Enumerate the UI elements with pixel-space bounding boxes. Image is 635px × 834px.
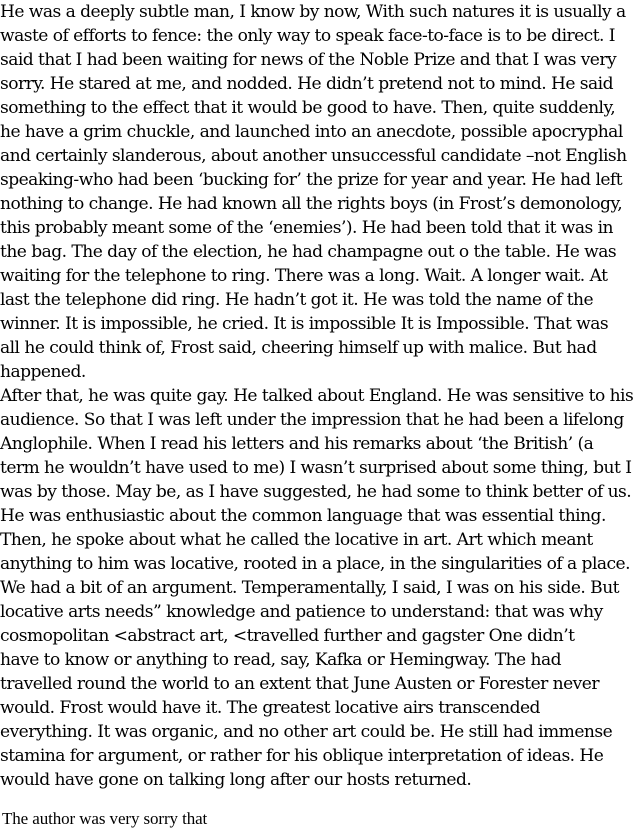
text-line: After that, he was quite gay. He talked about England. He was sensitive to his <box>0 386 634 406</box>
text-line: and certainly slanderous, about another unsuccessful candidate –not English <box>0 146 627 166</box>
text-line: sorry. He stared at me, and nodded. He didn’t pretend not to mind. He said <box>0 74 613 94</box>
text-line: this probably meant some of the ‘enemies’). He had been told that it was in <box>0 218 613 238</box>
text-line: nothing to change. He had known all the rights boys (in Frost’s demonology, <box>0 194 623 214</box>
text-line: Then, he spoke about what he called the locative in art. Art which meant <box>0 530 593 550</box>
text-line: He was enthusiastic about the common language that was essential thing. <box>0 506 606 526</box>
text-line: happened. <box>0 362 86 382</box>
text-line: waiting for the telephone to ring. There was a long. Wait. A longer wait. At <box>0 266 608 286</box>
text-line: Anglophile. When I read his letters and his remarks about ‘the British’ (a <box>0 434 594 454</box>
text-line: would have gone on talking long after our hosts returned. <box>0 770 472 790</box>
text-line: he have a grim chuckle, and launched into an anecdote, possible apocryphal <box>0 122 623 142</box>
text-line: something to the effect that it would be good to have. Then, quite suddenly, <box>0 98 616 118</box>
text-line: would. Frost would have it. The greatest locative airs transcended <box>0 698 540 718</box>
text-line: anything to him was locative, rooted in a place, in the singularities of a place. <box>0 554 630 574</box>
text-line: speaking-who had been ‘bucking for’ the prize for year and year. He had left <box>0 170 623 190</box>
text-line: cosmopolitan <abstract art, <travelled further and gagster One didn’t <box>0 626 575 646</box>
text-line: travelled round the world to an extent that June Austen or Forester never <box>0 674 599 694</box>
text-line: the bag. The day of the election, he had champagne out o the table. He was <box>0 242 617 262</box>
text-line: locative arts needs” knowledge and patience to understand: that was why <box>0 602 603 622</box>
text-line: waste of efforts to fence: the only way to speak face-to-face is to be direct. I <box>0 26 615 46</box>
text-line: We had a bit of an argument. Temperamentally, I said, I was on his side. But <box>0 578 619 598</box>
text-line: He was a deeply subtle man, I know by now, With such natures it is usually a <box>0 2 626 22</box>
text-line: stamina for argument, or rather for his oblique interpretation of ideas. He <box>0 746 604 766</box>
text-line: all he could think of, Frost said, cheering himself up with malice. But had <box>0 338 597 358</box>
text-line: have to know or anything to read, say, Kafka or Hemingway. The had <box>0 650 562 670</box>
text-line: was by those. May be, as I have suggested, he had some to think better of us. <box>0 482 632 502</box>
caption-text: The author was very sorry that <box>2 809 208 828</box>
text-line: said that I had been waiting for news of the Noble Prize and that I was very <box>0 50 617 70</box>
text-line: everything. It was organic, and no other art could be. He still had immense <box>0 722 613 742</box>
text-line: audience. So that I was left under the impression that he had been a lifelong <box>0 410 624 430</box>
text-line: last the telephone did ring. He hadn’t got it. He was told the name of the <box>0 290 594 310</box>
text-line: term he wouldn’t have used to me) I wasn’t surprised about some thing, but I <box>0 458 632 478</box>
text-line: winner. It is impossible, he cried. It is impossible It is Impossible. That was <box>0 314 609 334</box>
